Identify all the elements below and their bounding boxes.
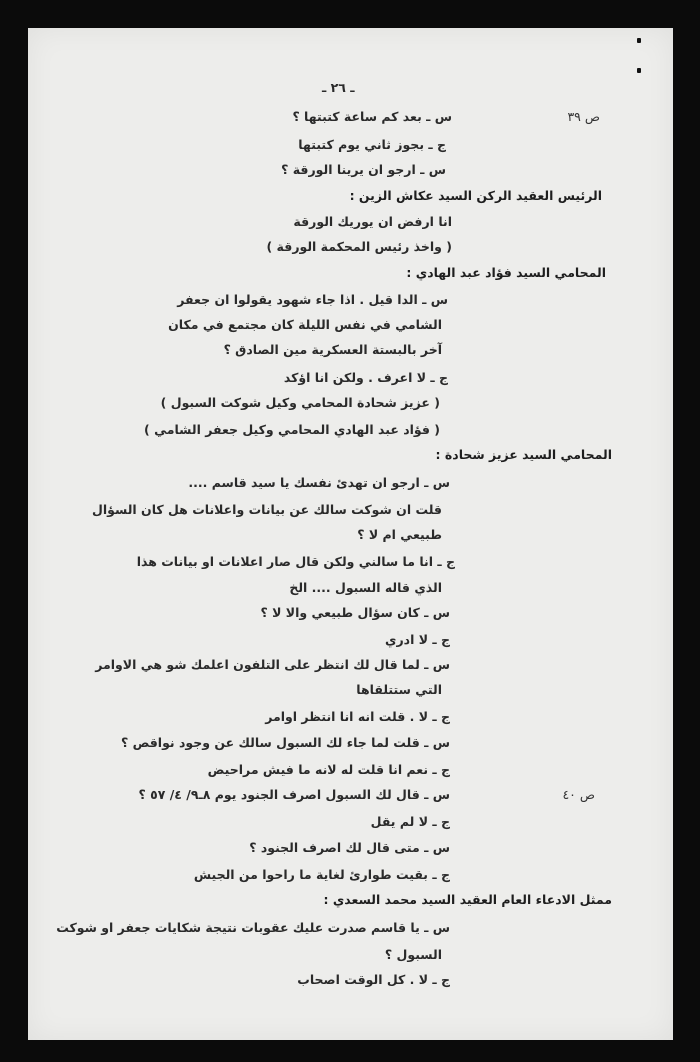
question-line: س ـ الدا قيل . اذا جاء شهود يقولوا ان جعفر bbox=[177, 292, 448, 307]
text-line: ( عزيز شحادة المحامي وكيل شوكت السبول ) bbox=[160, 395, 440, 410]
page-margin-reference: ص ٣٩ bbox=[567, 109, 600, 124]
text-line: الشامي في نفس الليلة كان مجتمع في مكان bbox=[168, 317, 442, 332]
page-margin-reference: ص ٤٠ bbox=[562, 787, 595, 802]
speaker-heading: المحامي السيد فؤاد عبد الهادي : bbox=[406, 265, 606, 280]
answer-line: ج ـ لا . قلت انه انا انتظر اوامر bbox=[265, 709, 450, 724]
question-line: س ـ ارجو ان تهدئ نفسك يا سيد قاسم .... bbox=[188, 475, 450, 490]
text-line: الذي قاله السبول .... الخ bbox=[289, 580, 442, 595]
text-line: السبول ؟ bbox=[384, 947, 442, 962]
question-line: س ـ قلت لما جاء لك السبول سالك عن وجود نواقص ؟ bbox=[120, 735, 450, 750]
speaker-heading: المحامي السيد عزيز شحادة : bbox=[435, 447, 612, 462]
answer-line: ج ـ نعم انا قلت له لانه ما فيش مراحيض bbox=[207, 762, 450, 777]
answer-line: ج ـ لا ادري bbox=[385, 632, 450, 647]
speaker-heading: ممثل الادعاء العام العقيد السيد محمد السعدي : bbox=[323, 892, 612, 907]
text-line: انا ارفض ان يوريك الورقة bbox=[293, 214, 452, 229]
text-line: قلت ان شوكت سالك عن بيانات واعلانات هل كان السؤال bbox=[92, 502, 442, 517]
text-line: آخر بالبستة العسكرية مين الصادق ؟ bbox=[223, 342, 442, 357]
question-line: س ـ يا قاسم صدرت عليك عقوبات نتيجة شكايات جعفر او شوكت bbox=[56, 920, 450, 935]
text-line: ( فؤاد عبد الهادي المحامي وكيل جعفر الشامي ) bbox=[144, 422, 440, 437]
punch-hole-mark bbox=[637, 68, 641, 73]
answer-line: ج ـ لا لم يقل bbox=[370, 814, 450, 829]
question-line: س ـ قال لك السبول اصرف الجنود يوم ٨ـ٩/ ٤/ ٥٧ ؟ bbox=[138, 787, 450, 802]
punch-hole-mark bbox=[637, 38, 641, 43]
answer-line: ج ـ بجوز ثاني يوم كتبتها bbox=[298, 137, 446, 152]
page-number: ـ ٢٦ ـ bbox=[322, 80, 355, 95]
text-line: التي ستتلقاها bbox=[356, 682, 442, 697]
question-line: س ـ متى قال لك اصرف الجنود ؟ bbox=[249, 840, 450, 855]
question-line: س ـ كان سؤال طبيعي والا لا ؟ bbox=[260, 605, 450, 620]
text-line: ( واخذ رئيس المحكمة الورقة ) bbox=[266, 239, 452, 254]
speaker-heading: الرئيس العقيد الركن السيد عكاش الزين : bbox=[349, 188, 602, 203]
answer-line: ج ـ بقيت طوارئ لغاية ما راحوا من الجيش bbox=[193, 867, 450, 882]
answer-line: ج ـ انا ما سالني ولكن قال صار اعلانات او بيانات هذا bbox=[136, 554, 455, 569]
text-line: طبيعي ام لا ؟ bbox=[357, 527, 442, 542]
question-line: س ـ لما قال لك انتظر على التلفون اعلمك شو هي الاوامر bbox=[95, 657, 450, 672]
document-page bbox=[28, 28, 673, 1040]
question-line: س ـ ارجو ان يرينا الورقة ؟ bbox=[281, 162, 446, 177]
question-line: س ـ بعد كم ساعة كتبتها ؟ bbox=[292, 109, 452, 124]
answer-line: ج ـ لا اعرف . ولكن انا اؤكد bbox=[283, 370, 448, 385]
answer-line: ج ـ لا . كل الوقت اصحاب bbox=[297, 972, 450, 987]
